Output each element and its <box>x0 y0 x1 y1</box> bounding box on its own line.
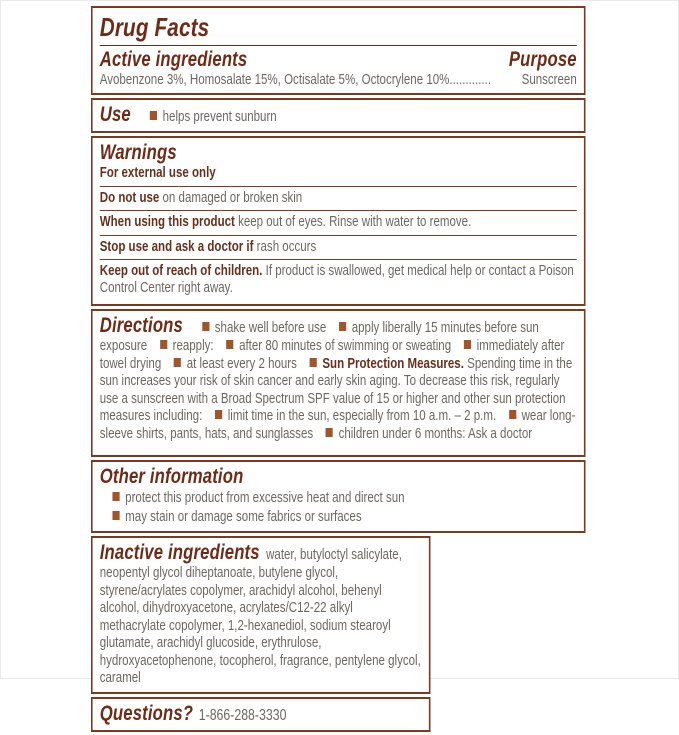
use-heading: Use <box>99 103 131 126</box>
questions-heading: Questions? <box>99 701 194 725</box>
other-information-panel <box>91 460 585 533</box>
drug-facts-label <box>91 6 585 735</box>
inactive-ingredients-list: water, butyloctyl salicylate, neopentyl glycol diheptanoate, butylene glycol, styrene/acrylates copolymer, arachidyl alcohol, behenyl alcohol, dihydroxyacetone, acrylates/C12-22 alkyl methacrylate copolymer, 1,2-hexanediol, sodium stearoyl glutamate, arachidyl glucoside, erythrulose, hydroxyacetophenone, tocopherol, fragrance, pentylene glycol, caramel <box>99 547 421 686</box>
bullet-square-icon <box>464 340 471 349</box>
inactive-ingredients-paragraph <box>100 541 422 688</box>
use-text: helps prevent sunburn <box>137 109 277 125</box>
active-ingredients-row <box>100 72 577 89</box>
drug-facts-title: Drug Facts <box>99 12 210 42</box>
bullet-square-icon <box>112 492 119 501</box>
inactive-ingredients-panel <box>91 536 430 694</box>
warning-row-stop-use: Stop use and ask a doctor if rash occurs <box>100 235 577 260</box>
bullet-square-icon <box>202 322 209 331</box>
active-ingredients-heading: Active ingredients <box>99 48 248 71</box>
inactive-ingredients-heading: Inactive ingredients <box>99 541 260 564</box>
directions-heading: Directions <box>99 314 183 337</box>
other-info-row-heat: protect this product from excessive heat and direct sun <box>100 489 577 508</box>
bullet-square-icon <box>509 410 516 419</box>
directions-paragraph <box>100 314 577 443</box>
bullet-square-icon <box>310 358 317 367</box>
purpose-heading: Purpose <box>508 48 577 71</box>
directions-panel <box>91 309 585 457</box>
use-row <box>100 103 577 127</box>
warnings-heading: Warnings <box>99 141 177 164</box>
bullet-square-icon <box>150 111 157 120</box>
directions-text: shake well before use apply liberally 15 minutes before sun exposure reapply: after 80 minutes of swimming or sweating immediately after towel drying at least every 2 hours Sun Protection Measures. Spending time in the sun increases your risk of skin cancer and early skin aging. To decrease this risk, regularly use a sunscreen with a Broad Spectrum SPF value of 15 or higher and other sun protection measures including: limit time in the sun, especially from 10 a.m. – 2 p.m. wear long-sleeve shirts, pants, hats, and sunglasses children under 6 months: Ask a doctor <box>99 320 576 442</box>
bullet-square-icon <box>215 410 222 419</box>
active-ingredients-list: Avobenzone 3%, Homosalate 15%, Octisalate 5%, Octocrylene 10%............. <box>99 72 492 88</box>
bullet-square-icon <box>326 428 333 437</box>
bullet-square-icon <box>160 340 167 349</box>
other-info-row-stain: may stain or damage some fabrics or surfaces <box>100 508 577 527</box>
title-divider <box>100 45 577 46</box>
other-information-heading: Other information <box>99 465 244 488</box>
use-panel <box>91 98 585 133</box>
bullet-square-icon <box>174 358 181 367</box>
bullet-square-icon <box>339 322 346 331</box>
questions-panel <box>91 697 430 732</box>
warning-row-external-use: For external use only <box>99 165 216 181</box>
warning-row-do-not-use: Do not use on damaged or broken skin <box>100 186 577 211</box>
questions-phone-number: 1-866-288-3330 <box>198 706 287 724</box>
bullet-square-icon <box>112 511 119 520</box>
warning-row-when-using: When using this product keep out of eyes. Rinse with water to remove. <box>100 210 577 235</box>
bullet-square-icon <box>226 340 233 349</box>
warnings-panel <box>91 136 585 306</box>
drug-facts-panel <box>91 6 585 95</box>
warning-row-keep-out-of-reach: Keep out of reach of children. If product is swallowed, get medical help or contact a Poison Control Center right away. <box>100 259 577 300</box>
purpose-value: Sunscreen <box>521 72 577 88</box>
